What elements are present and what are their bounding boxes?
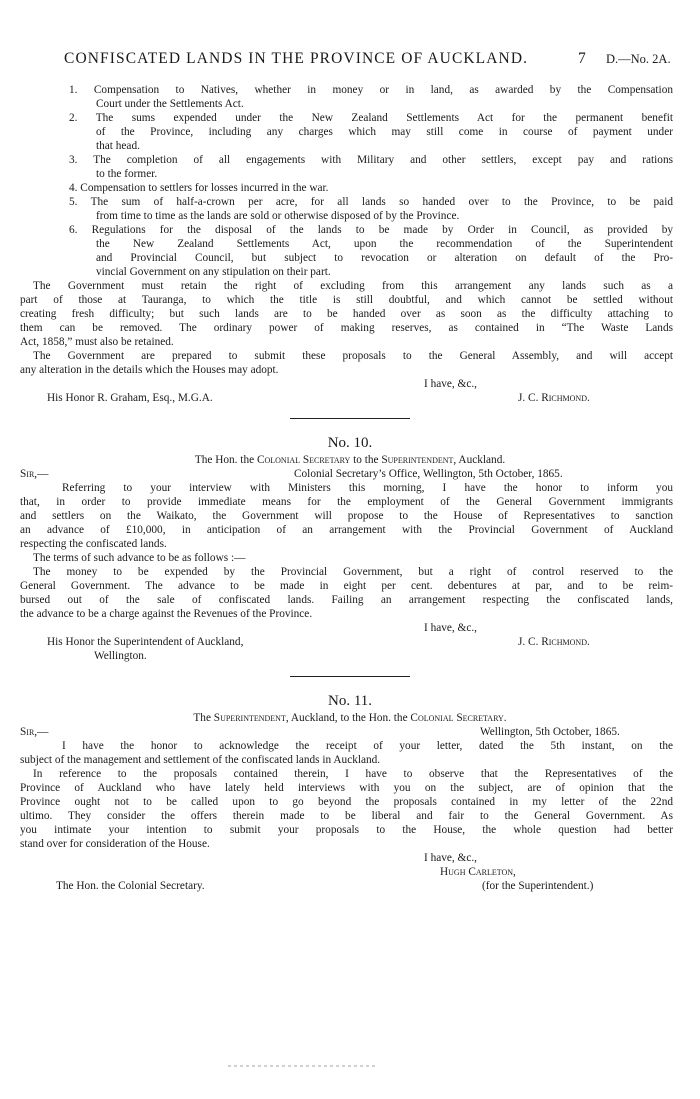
list-item-line: of the Province, including any charges which may still come in course of payment under <box>96 126 673 138</box>
paragraph-line: ultimo. They consider the offers therein made to be liberal and fair to the General Government. As <box>20 810 673 822</box>
paragraph-line: The money to be expended by the Provincial Government, but a right of control reserved to the <box>33 566 673 578</box>
signature: J. C. Richmond. <box>518 392 590 404</box>
dateline: Wellington, 5th October, 1865. <box>480 726 620 738</box>
section-divider <box>290 676 410 677</box>
letter-number: No. 10. <box>327 435 373 451</box>
signature-note: (for the Superintendent.) <box>482 880 594 892</box>
closing: I have, &c., <box>424 622 478 634</box>
paragraph-line: Province of Auckland who have lately held interviews with you on the subject, are of opinion that the <box>20 782 673 794</box>
heading-text: Colonial Secretary <box>256 454 351 466</box>
paragraph-line: an advance of £10,000, in anticipation of an arrangement with the Provincial Government of Auckland <box>20 524 673 536</box>
list-item-line: 3. The completion of all engagements with Military and other settlers, except pay and rations <box>69 154 673 166</box>
salutation: Sir,— <box>20 726 49 738</box>
addressee: The Hon. the Colonial Secretary. <box>56 880 205 892</box>
paragraph-line: respecting the confiscated lands. <box>20 538 167 550</box>
scan-artifact <box>228 1065 378 1067</box>
heading-text: The <box>193 712 214 724</box>
salutation: Sir,— <box>20 468 49 480</box>
paragraph-line: you intimate your intention to submit your proposals to the House, the whole question had better <box>20 824 673 836</box>
paragraph-line: The terms of such advance to be as follows :— <box>33 552 246 564</box>
paragraph-line: subject of the management and settlement of the confiscated lands in Auckland. <box>20 754 381 766</box>
paragraph-line: and settlers on the Waikato, the Government will propose to the House of Representatives to sanction <box>20 510 673 522</box>
heading-text: The Hon. the <box>194 454 257 466</box>
page-header <box>64 50 674 70</box>
letter-heading <box>0 453 700 467</box>
list-item-line: the New Zealand Settlements Act, upon the recommendation of the Superintendent <box>96 238 673 250</box>
letter-heading <box>0 711 700 725</box>
paragraph-line: The Government are prepared to submit these proposals to the General Assembly, and will accept <box>33 350 673 362</box>
list-item-line: 2. The sums expended under the New Zealand Settlements Act for the permanent benefit <box>69 112 673 124</box>
heading-text: . <box>503 712 507 724</box>
dateline: Colonial Secretary’s Office, Wellington, 5th October, 1865. <box>294 468 563 480</box>
list-item-line: vincial Government on any stipulation on their part. <box>96 266 331 278</box>
signature: J. C. Richmond. <box>518 636 590 648</box>
list-item-line: and Provincial Council, but subject to revocation or alteration on default of the Pro- <box>96 252 673 264</box>
paragraph-line: I have the honor to acknowledge the receipt of your letter, dated the 5th instant, on the <box>62 740 673 752</box>
paragraph-line: Act, 1858,” must also be retained. <box>20 336 174 348</box>
paragraph-line: them can be removed. The ordinary power of making reserves, as contained in “The Waste Lands <box>20 322 673 334</box>
paragraph-line: Province ought not to be called upon to go beyond the proposals contained in my letter of the 22nd <box>20 796 673 808</box>
paragraph-line: bursed out of the sale of confiscated lands. Failing an arrangement respecting the confiscated lands, <box>20 594 673 606</box>
list-item-line: from time to time as the lands are sold or otherwise disposed of by the Province. <box>96 210 460 222</box>
paragraph-line: stand over for consideration of the House. <box>20 838 210 850</box>
paragraph-line: General Government. The advance to be made in eight per cent. debentures at par, and to be reim- <box>20 580 673 592</box>
list-item-line: to the former. <box>96 168 158 180</box>
heading-text: to the <box>350 454 382 466</box>
list-item-line: 1. Compensation to Natives, whether in money or in land, as awarded by the Compensation <box>69 84 673 96</box>
letter-number: No. 11. <box>327 693 373 709</box>
paragraph-line: The Government must retain the right of excluding from this arrangement any lands such as a <box>33 280 673 292</box>
closing: I have, &c., <box>424 852 478 864</box>
running-title: CONFISCATED LANDS IN THE PROVINCE OF AUCKLAND. <box>64 50 529 67</box>
heading-text: Colonial Secretary <box>410 712 504 724</box>
page-number: 7 <box>578 50 586 67</box>
heading-text: , Auckland, to the Hon. the <box>285 712 411 724</box>
closing: I have, &c., <box>424 378 478 390</box>
paragraph-line: any alteration in the details which the Houses may adopt. <box>20 364 279 376</box>
paragraph-line: that, in order to provide immediate means for the employment of the General Government immigrants <box>20 496 673 508</box>
paragraph-line: part of those at Tauranga, to which the title is still doubtful, and which cannot be settled without <box>20 294 673 306</box>
paragraph-line: creating fresh difficulty; but such lands are to be handed over as soon as the difficulty attaching to <box>20 308 673 320</box>
section-divider <box>290 418 410 419</box>
paragraph-line: Referring to your interview with Ministers this morning, I have the honor to inform you <box>62 482 673 494</box>
document-reference: D.—No. 2A. <box>606 52 671 66</box>
heading-text: , Auckland. <box>453 454 506 466</box>
list-item-line: 6. Regulations for the disposal of the lands to be made by Order in Council, as provided by <box>69 224 673 236</box>
heading-text: Superintendent <box>381 454 454 466</box>
addressee: His Honor R. Graham, Esq., M.G.A. <box>47 392 213 404</box>
paragraph-line: the advance to be a charge against the Revenues of the Province. <box>20 608 313 620</box>
list-item-line: that head. <box>96 140 140 152</box>
addressee: His Honor the Superintendent of Auckland, <box>47 636 244 648</box>
paragraph-line: In reference to the proposals contained therein, I have to observe that the Representatives of the <box>33 768 673 780</box>
list-item-line: 5. The sum of half-a-crown per acre, for all lands so handed over to the Province, to be paid <box>69 196 673 208</box>
list-item-line: Court under the Settlements Act. <box>96 98 244 110</box>
signature: Hugh Carleton, <box>440 866 516 878</box>
addressee-place: Wellington. <box>94 650 147 662</box>
heading-text: Superintendent <box>213 712 286 724</box>
list-item-line: 4. Compensation to settlers for losses incurred in the war. <box>69 182 329 194</box>
